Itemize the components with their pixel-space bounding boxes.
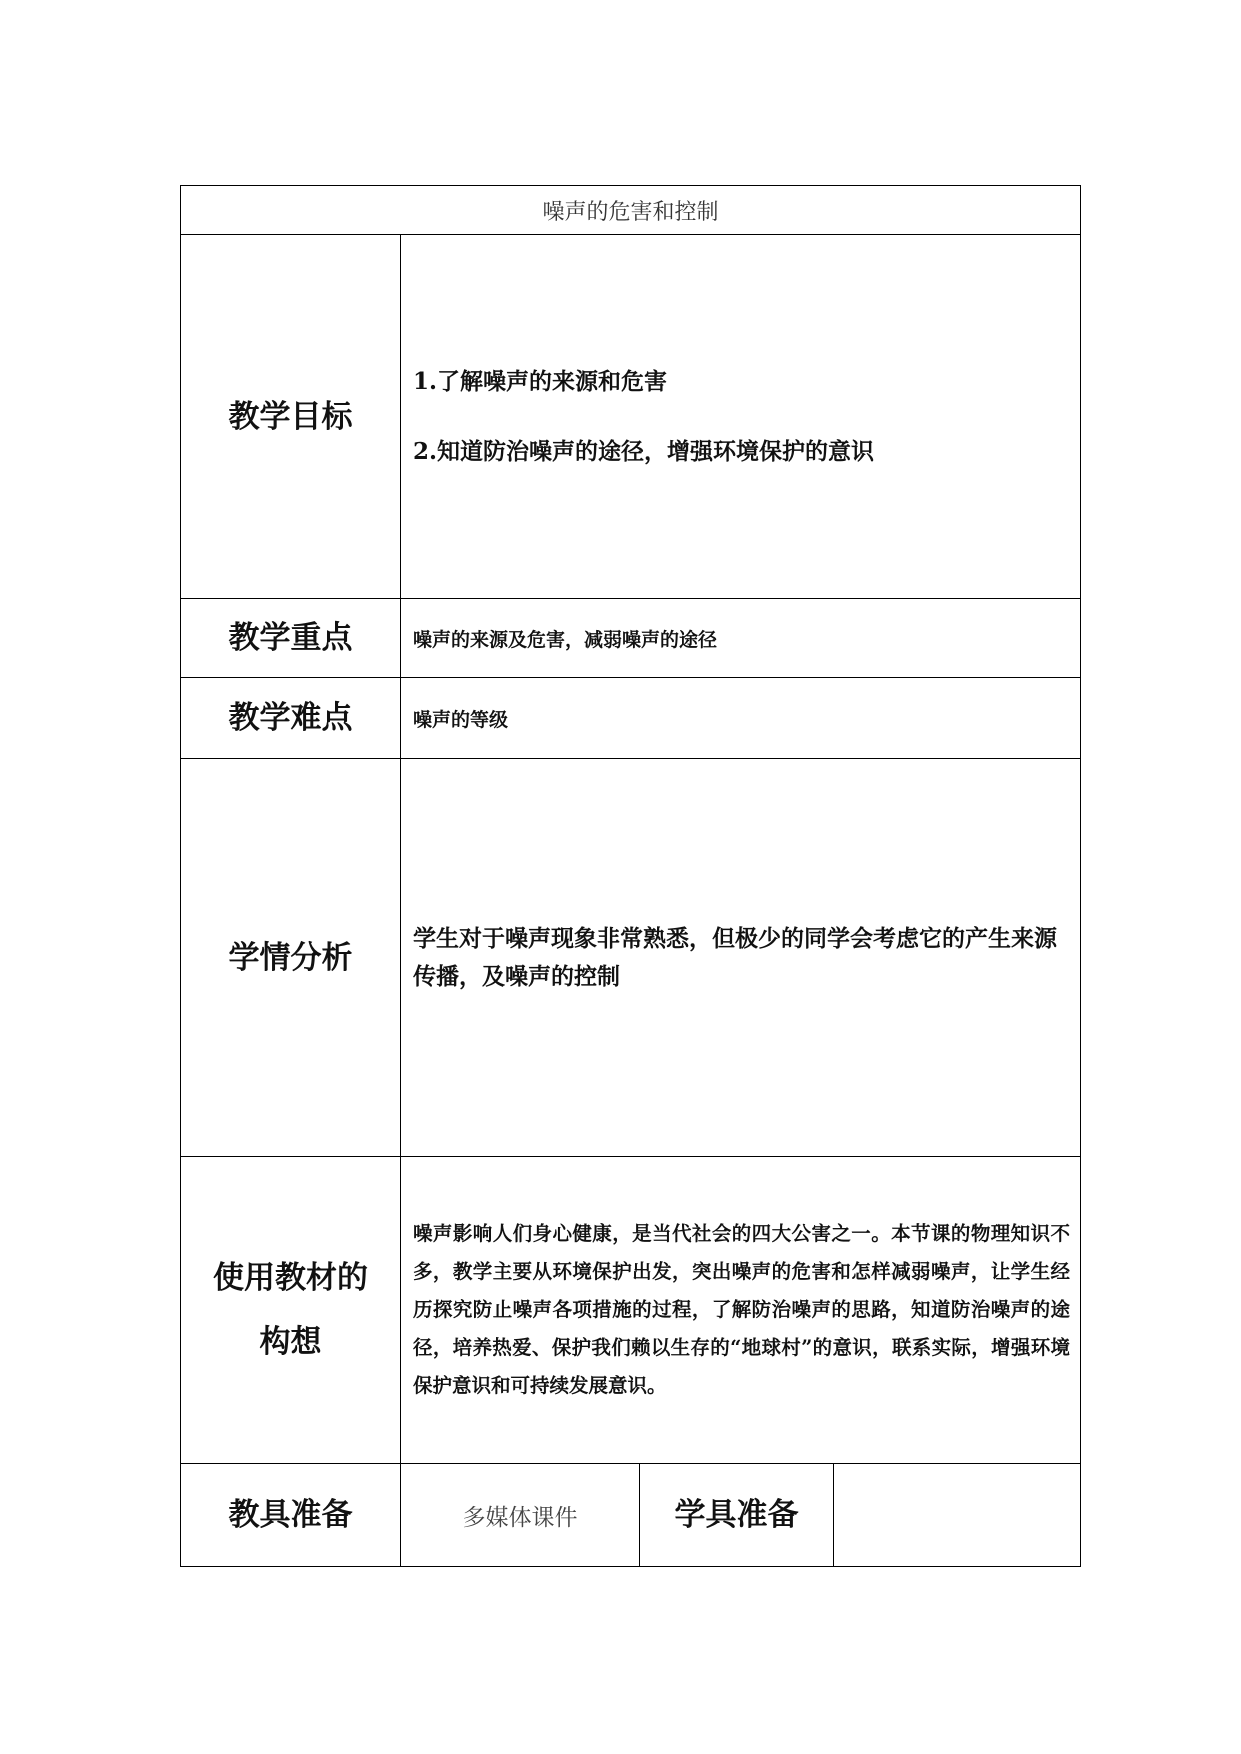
objectives-content — [401, 235, 1081, 599]
student-analysis-content: 学生对于噪声现象非常熟悉，但极少的同学会考虑它的产生来源传播，及噪声的控制 — [401, 759, 1081, 1157]
student-prep-value — [834, 1464, 1081, 1567]
objectives-row — [181, 235, 1081, 599]
lesson-title: 噪声的危害和控制 — [181, 186, 1081, 235]
key-points-row — [181, 599, 1081, 678]
lesson-plan-table — [180, 185, 1081, 1567]
key-points-content: 噪声的来源及危害，减弱噪声的途径 — [401, 599, 1081, 678]
difficulties-content: 噪声的等级 — [401, 678, 1081, 759]
teacher-prep-label: 教具准备 — [181, 1464, 401, 1567]
student-analysis-row — [181, 759, 1081, 1157]
material-idea-label-line2: 构想 — [259, 1324, 322, 1360]
key-points-label: 教学重点 — [181, 599, 401, 678]
difficulties-row — [181, 678, 1081, 759]
material-idea-label — [181, 1157, 401, 1464]
teacher-prep-value: 多媒体课件 — [401, 1464, 640, 1567]
material-idea-row — [181, 1157, 1081, 1464]
objective-item: 1.了解噪声的来源和危害 — [413, 367, 668, 395]
material-idea-label-line1: 使用教材的 — [213, 1260, 368, 1296]
student-analysis-label: 学情分析 — [181, 759, 401, 1157]
objective-item: 2.知道防治噪声的途径，增强环境保护的意识 — [413, 437, 875, 465]
objectives-label: 教学目标 — [181, 235, 401, 599]
student-prep-label: 学具准备 — [640, 1464, 834, 1567]
preparation-row — [181, 1464, 1081, 1567]
difficulties-label: 教学难点 — [181, 678, 401, 759]
title-row — [181, 186, 1081, 235]
material-idea-content: 噪声影响人们身心健康，是当代社会的四大公害之一。本节课的物理知识不多，教学主要从环境保护出发，突出噪声的危害和怎样减弱噪声，让学生经历探究防止噪声各项措施的过程，了解防治噪声的思路，知道防治噪声的途径，培养热爱、保护我们赖以生存的“地球村”的意识，联系实际，增强环境保护意识和可持续发展意识。 — [401, 1157, 1081, 1464]
